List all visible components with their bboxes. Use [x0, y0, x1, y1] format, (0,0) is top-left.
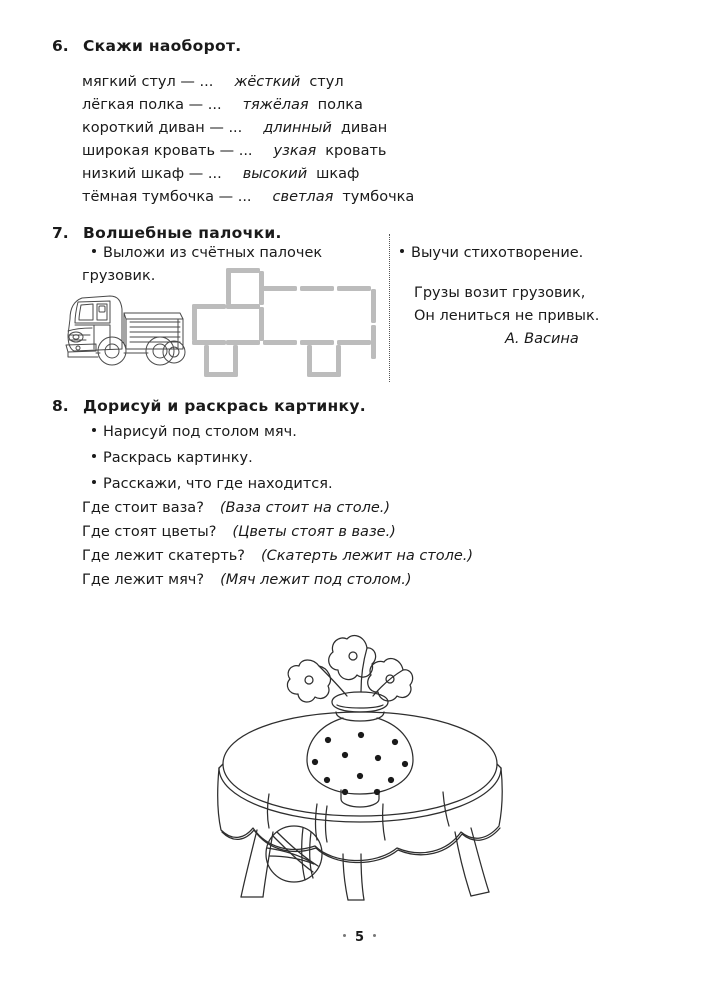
tablecloth: [218, 768, 503, 863]
qa-answer: (Ваза стоит на столе.): [219, 500, 391, 516]
bullet-text: Расскажи, что где находится.: [103, 476, 333, 492]
exercise-8-number: 8.: [52, 397, 69, 415]
column-divider: [389, 234, 390, 382]
pair-answer: узкая: [273, 143, 317, 159]
pair-prompt: тёмная тумбочка — ...: [82, 189, 252, 205]
matchstick: [259, 307, 264, 341]
pair-answer: высокий: [242, 166, 308, 182]
pair-tail: диван: [340, 120, 388, 136]
qa-question: Где стоят цветы?: [82, 524, 217, 540]
qa-question: Где лежит скатерть?: [82, 548, 246, 564]
exercise-8-bullet-2: [92, 450, 253, 466]
flower-top: [329, 636, 376, 680]
qa-question: Где лежит мяч?: [82, 572, 205, 588]
matchstick: [307, 372, 341, 377]
pair-prompt: низкий шкаф — ...: [82, 166, 222, 182]
flower-stems: [319, 648, 403, 696]
matchstick: [226, 268, 260, 273]
matchstick: [300, 340, 334, 345]
exercise-7-number: 7.: [52, 224, 69, 242]
qa-row: [82, 572, 411, 588]
qa-answer: (Мяч лежит под столом.): [220, 572, 412, 588]
pair-answer: тяжёлая: [242, 97, 309, 113]
task-text: Выложи из счётных палочек: [103, 245, 323, 261]
word-pair-row: [82, 120, 387, 136]
table-illustration: [215, 592, 505, 902]
exercise-7-left-task-line1: [92, 245, 322, 261]
pair-tail: стул: [309, 74, 344, 90]
matchstick: [233, 345, 238, 375]
poem-line-2: Он лениться не привык.: [414, 308, 600, 324]
decorative-dot-right: [373, 934, 376, 937]
matchstick: [192, 304, 226, 309]
bullet-text: Нарисуй под столом мяч.: [103, 424, 297, 440]
pair-answer: длинный: [263, 120, 332, 136]
word-pair-row: [82, 189, 414, 205]
matchstick: [204, 372, 238, 377]
bullet-icon: [400, 249, 404, 253]
exercise-8-bullet-3: [92, 476, 333, 492]
exercise-7-title: Волшебные палочки.: [83, 224, 282, 242]
pair-prompt: короткий диван — ...: [82, 120, 243, 136]
pair-answer: жёсткий: [234, 74, 301, 90]
pair-tail: шкаф: [316, 166, 360, 182]
qa-answer: (Скатерть лежит на столе.): [261, 548, 474, 564]
table-legs: [241, 828, 489, 900]
matchstick: [263, 340, 297, 345]
bullet-icon: [92, 428, 96, 432]
vase-dots: [312, 732, 408, 795]
pair-prompt: мягкий стул — ...: [82, 74, 214, 90]
matchstick: [371, 325, 376, 359]
qa-row: [82, 548, 473, 564]
qa-row: [82, 524, 396, 540]
bullet-icon: [92, 249, 96, 253]
pair-answer: светлая: [272, 189, 334, 205]
poem-author: А. Васина: [505, 331, 579, 347]
word-pair-row: [82, 143, 386, 159]
matchstick: [336, 345, 341, 375]
matchstick: [371, 289, 376, 323]
page-number-footer: [0, 930, 719, 945]
matchstick: [226, 340, 260, 345]
bullet-icon: [92, 454, 96, 458]
vase: [307, 692, 413, 807]
poem-line-1: Грузы возит грузовик,: [414, 285, 586, 301]
exercise-6-title: Скажи наоборот.: [83, 37, 242, 55]
matchstick: [307, 345, 312, 375]
decorative-dot-left: [343, 934, 346, 937]
pair-prompt: лёгкая полка — ...: [82, 97, 222, 113]
matchstick: [300, 286, 334, 291]
exercise-8-bullet-1: [92, 424, 297, 440]
matchstick: [192, 307, 197, 341]
exercise-6-number: 6.: [52, 37, 69, 55]
matchstick-truck-figure: [196, 268, 376, 376]
qa-question: Где стоит ваза?: [82, 500, 204, 516]
matchstick: [192, 340, 226, 345]
qa-row: [82, 500, 390, 516]
exercise-7-left-task-line2: [82, 268, 155, 284]
page-number: 5: [354, 930, 365, 945]
pair-tail: тумбочка: [342, 189, 415, 205]
word-pair-row: [82, 166, 359, 182]
flower-left: [287, 660, 330, 702]
pair-tail: полка: [317, 97, 363, 113]
bullet-icon: [92, 480, 96, 484]
word-pair-row: [82, 97, 363, 113]
task-text: грузовик.: [82, 268, 156, 284]
qa-answer: (Цветы стоят в вазе.): [232, 524, 396, 540]
matchstick: [226, 304, 260, 309]
matchstick: [337, 286, 371, 291]
word-pair-row: [82, 74, 344, 90]
bullet-text: Раскрась картинку.: [103, 450, 253, 466]
truck-illustration: [52, 283, 192, 375]
matchstick: [263, 286, 297, 291]
matchstick: [337, 340, 371, 345]
exercise-7-right-task: [400, 245, 583, 261]
matchstick: [226, 271, 231, 305]
matchstick: [204, 345, 209, 375]
pair-prompt: широкая кровать — ...: [82, 143, 253, 159]
exercise-8-title: Дорисуй и раскрась картинку.: [83, 397, 366, 415]
pair-tail: кровать: [325, 143, 387, 159]
table-top: [219, 712, 501, 822]
ball: [266, 826, 322, 882]
task-text: Выучи стихотворение.: [411, 245, 584, 261]
